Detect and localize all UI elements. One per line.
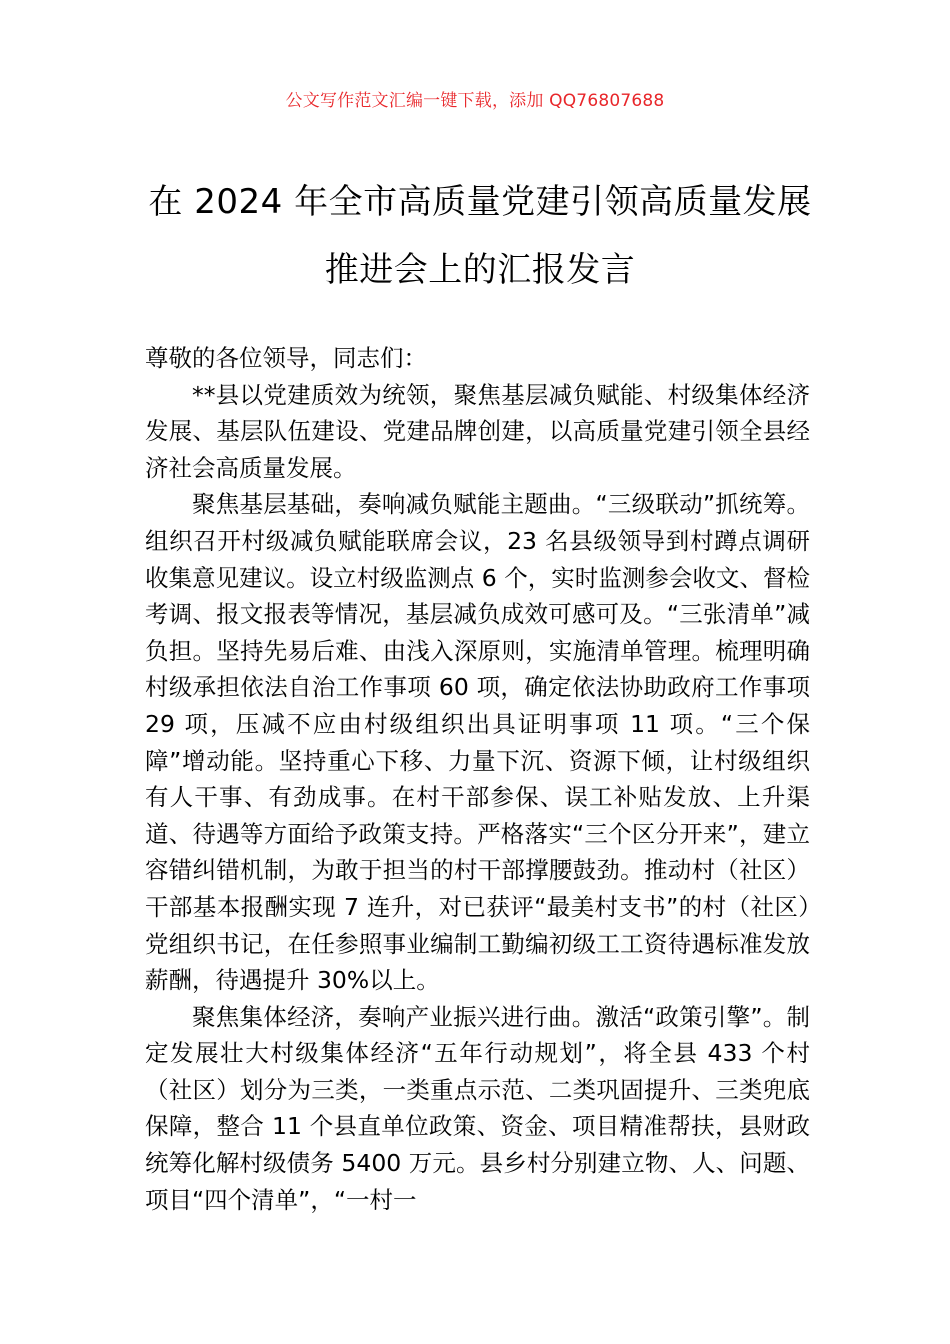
watermark-header: 公文写作范文汇编一键下载，添加 QQ76807688 — [285, 91, 665, 111]
paragraph: 聚焦基层基础，奏响减负赋能主题曲。“三级联动”抓统筹。组织召开村级减负赋能联席会议，23 名县级领导到村蹲点调研收集意见建议。设立村级监测点 6 个，实时监测参会收文、督检考调、报文报表等情况，基层减负成效可感可及。“三张清单”减负担。坚持先易后难、由浅入深原则，实施清单管理。梳理明确村级承担依法自治工作事项 60 项，确定依法协助政府工作事项 29 项，压减不应由村级组织出具证明事项 11 项。“三个保障”增动能。坚持重心下移、力量下沉、资源下倾，让村级组织有人干事、有劲成事。在村干部参保、误工补贴发放、上升渠道、待遇等方面给予政策支持。严格落实“三个区分开来”，建立容错纠错机制，为敢于担当的村干部撑腰鼓劲。推动村（社区）干部基本报酬实现 7 连升，对已获评“最美村支书”的村（社区）党组织书记，在任参照事业编制工勤编初级工工资待遇标准发放薪酬，待遇提升 30%以上。 — [145, 490, 810, 995]
document-title-line1: 在 2024 年全市高质量党建引领高质量发展 — [148, 182, 812, 222]
paragraph: 聚焦集体经济，奏响产业振兴进行曲。激活“政策引擎”。制定发展壮大村级集体经济“五年行动规划”，将全县 433 个村（社区）划分为三类，一类重点示范、二类巩固提升、三类兜底保障，整合 11 个县直单位政策、资金、项目精准帮扶，县财政统筹化解村级债务 5400 万元。县乡村分别建立物、人、问题、项目“四个清单”，“一村一 — [145, 1002, 810, 1214]
document-title-line2: 推进会上的汇报发言 — [324, 250, 636, 290]
salutation: 尊敬的各位领导，同志们： — [145, 344, 427, 372]
document-body — [145, 340, 810, 1218]
paragraph: **县以党建质效为统领，聚焦基层减负赋能、村级集体经济发展、基层队伍建设、党建品牌创建，以高质量党建引领全县经济社会高质量发展。 — [145, 380, 810, 482]
